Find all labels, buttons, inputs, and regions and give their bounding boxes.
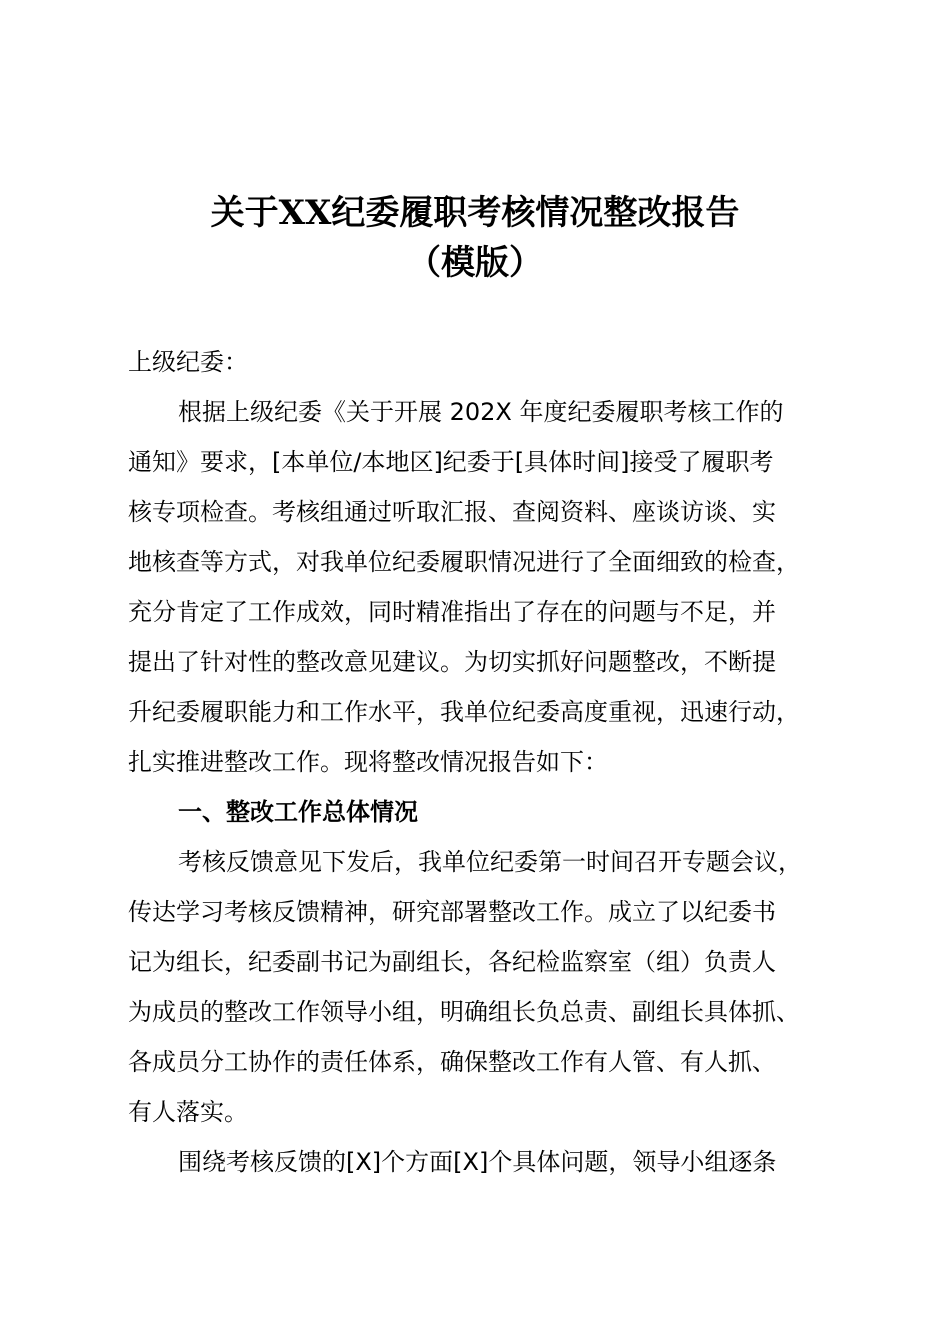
document-subtitle: （模版） <box>407 243 543 283</box>
paragraph-1-line: 通知》要求，[本单位/本地区]纪委于[具体时间]接受了履职考 <box>128 448 774 476</box>
paragraph-1-line: 升纪委履职能力和工作水平，我单位纪委高度重视，迅速行动， <box>128 698 800 726</box>
section-1-heading: 一、整改工作总体情况 <box>178 798 418 826</box>
paragraph-2-line: 各成员分工协作的责任体系，确保整改工作有人管、有人抓、 <box>128 1048 776 1076</box>
document-title: 关于XX纪委履职考核情况整改报告 <box>210 193 740 233</box>
paragraph-1-line: 根据上级纪委《关于开展 202X 年度纪委履职考核工作的 <box>178 398 784 426</box>
paragraph-1-line: 核专项检查。考核组通过听取汇报、查阅资料、座谈访谈、实 <box>128 498 776 526</box>
paragraph-1-line: 充分肯定了工作成效，同时精准指出了存在的问题与不足，并 <box>128 598 776 626</box>
paragraph-3-line: 围绕考核反馈的[X]个方面[X]个具体问题，领导小组逐条 <box>178 1148 777 1176</box>
paragraph-2-line: 考核反馈意见下发后，我单位纪委第一时间召开专题会议， <box>178 848 802 876</box>
paragraph-1-line: 地核查等方式，对我单位纪委履职情况进行了全面细致的检查， <box>128 548 800 576</box>
paragraph-2-line: 记为组长，纪委副书记为副组长，各纪检监察室（组）负责人 <box>128 948 776 976</box>
paragraph-2-line: 有人落实。 <box>128 1098 248 1126</box>
paragraph-2-line: 传达学习考核反馈精神，研究部署整改工作。成立了以纪委书 <box>128 898 776 926</box>
paragraph-2-line: 为成员的整改工作领导小组，明确组长负总责、副组长具体抓、 <box>128 998 800 1026</box>
paragraph-1-line: 扎实推进整改工作。现将整改情况报告如下： <box>128 748 608 776</box>
paragraph-1-line: 提出了针对性的整改意见建议。为切实抓好问题整改，不断提 <box>128 648 776 676</box>
salutation: 上级纪委： <box>128 348 248 376</box>
